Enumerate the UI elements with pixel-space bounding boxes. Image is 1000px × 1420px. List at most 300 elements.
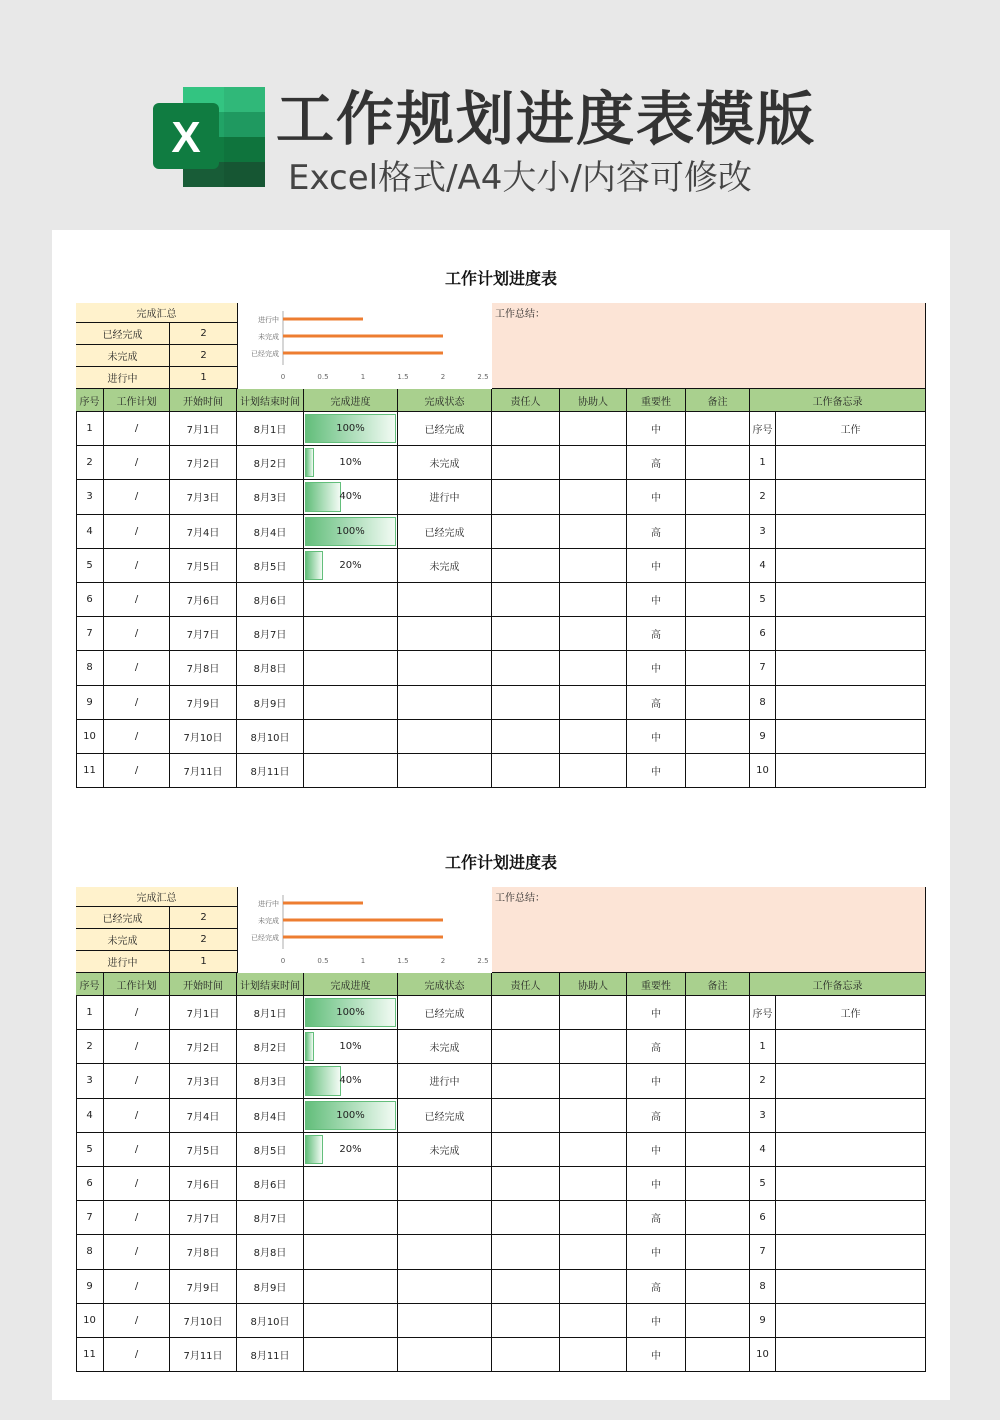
progress-cell[interactable] — [304, 1133, 398, 1167]
importance-cell[interactable]: 中 — [627, 1235, 686, 1269]
memo-number[interactable]: 6 — [750, 1201, 776, 1235]
header-progress[interactable]: 完成进度 — [304, 973, 398, 996]
summary-label[interactable]: 进行中 — [76, 367, 170, 389]
progress-cell[interactable] — [304, 1030, 398, 1064]
end-date-cell[interactable]: 8月8日 — [237, 651, 304, 685]
assistant-cell[interactable] — [560, 1099, 627, 1133]
header-progress[interactable]: 完成进度 — [304, 389, 398, 412]
progress-cell[interactable] — [304, 617, 398, 651]
importance-cell[interactable]: 中 — [627, 1064, 686, 1098]
start-date-cell[interactable]: 7月1日 — [170, 996, 237, 1030]
start-date-cell[interactable]: 7月9日 — [170, 686, 237, 720]
work-summary-area[interactable] — [492, 303, 926, 389]
importance-cell[interactable]: 中 — [627, 720, 686, 754]
assistant-cell[interactable] — [560, 651, 627, 685]
summary-header[interactable]: 完成汇总 — [76, 887, 238, 907]
memo-number[interactable]: 2 — [750, 1064, 776, 1098]
status-cell[interactable] — [398, 1338, 492, 1372]
remark-cell[interactable] — [686, 996, 750, 1030]
start-date-cell[interactable]: 7月8日 — [170, 651, 237, 685]
importance-cell[interactable]: 高 — [627, 446, 686, 480]
remark-cell[interactable] — [686, 651, 750, 685]
owner-cell[interactable] — [492, 1201, 560, 1235]
end-date-cell[interactable]: 8月11日 — [237, 754, 304, 788]
progress-cell[interactable] — [304, 686, 398, 720]
remark-cell[interactable] — [686, 412, 750, 446]
end-date-cell[interactable]: 8月5日 — [237, 1133, 304, 1167]
memo-number[interactable]: 10 — [750, 1338, 776, 1372]
start-date-cell[interactable]: 7月1日 — [170, 412, 237, 446]
start-date-cell[interactable]: 7月6日 — [170, 583, 237, 617]
memo-work-cell[interactable] — [776, 1201, 926, 1235]
importance-cell[interactable]: 高 — [627, 515, 686, 549]
plan-cell[interactable]: / — [104, 720, 170, 754]
remark-cell[interactable] — [686, 1099, 750, 1133]
row-number[interactable]: 7 — [76, 1201, 104, 1235]
row-number[interactable]: 4 — [76, 1099, 104, 1133]
plan-cell[interactable]: / — [104, 549, 170, 583]
progress-cell[interactable] — [304, 583, 398, 617]
progress-cell[interactable] — [304, 1338, 398, 1372]
status-cell[interactable]: 进行中 — [398, 1064, 492, 1098]
end-date-cell[interactable]: 8月4日 — [237, 1099, 304, 1133]
summary-value[interactable]: 1 — [170, 951, 238, 973]
start-date-cell[interactable]: 7月3日 — [170, 480, 237, 514]
row-number[interactable]: 3 — [76, 480, 104, 514]
status-cell[interactable] — [398, 686, 492, 720]
memo-number[interactable]: 3 — [750, 1099, 776, 1133]
memo-number[interactable]: 9 — [750, 1304, 776, 1338]
header-remark[interactable]: 备注 — [686, 973, 750, 996]
start-date-cell[interactable]: 7月10日 — [170, 1304, 237, 1338]
memo-number[interactable]: 1 — [750, 446, 776, 480]
memo-work-cell[interactable] — [776, 549, 926, 583]
header-end[interactable]: 计划结束时间 — [237, 389, 304, 412]
memo-work-cell[interactable] — [776, 1133, 926, 1167]
memo-number[interactable]: 2 — [750, 480, 776, 514]
header-remark[interactable]: 备注 — [686, 389, 750, 412]
status-cell[interactable]: 未完成 — [398, 1133, 492, 1167]
memo-work-cell[interactable] — [776, 1167, 926, 1201]
owner-cell[interactable] — [492, 617, 560, 651]
remark-cell[interactable] — [686, 446, 750, 480]
status-cell[interactable]: 已经完成 — [398, 515, 492, 549]
header-end[interactable]: 计划结束时间 — [237, 973, 304, 996]
start-date-cell[interactable]: 7月7日 — [170, 617, 237, 651]
header-status[interactable]: 完成状态 — [398, 389, 492, 412]
status-cell[interactable] — [398, 754, 492, 788]
header-no[interactable]: 序号 — [76, 973, 104, 996]
importance-cell[interactable]: 中 — [627, 1304, 686, 1338]
memo-number[interactable]: 7 — [750, 651, 776, 685]
start-date-cell[interactable]: 7月11日 — [170, 1338, 237, 1372]
owner-cell[interactable] — [492, 583, 560, 617]
summary-value[interactable]: 2 — [170, 345, 238, 367]
header-start[interactable]: 开始时间 — [170, 973, 237, 996]
row-number[interactable]: 6 — [76, 583, 104, 617]
progress-cell[interactable] — [304, 651, 398, 685]
row-number[interactable]: 2 — [76, 1030, 104, 1064]
row-number[interactable]: 11 — [76, 1338, 104, 1372]
row-number[interactable]: 5 — [76, 549, 104, 583]
assistant-cell[interactable] — [560, 480, 627, 514]
header-importance[interactable]: 重要性 — [627, 973, 686, 996]
summary-value[interactable]: 2 — [170, 907, 238, 929]
end-date-cell[interactable]: 8月5日 — [237, 549, 304, 583]
status-cell[interactable]: 已经完成 — [398, 996, 492, 1030]
memo-work-cell[interactable] — [776, 1338, 926, 1372]
memo-work-cell[interactable] — [776, 1099, 926, 1133]
memo-work-cell[interactable] — [776, 1270, 926, 1304]
row-number[interactable]: 7 — [76, 617, 104, 651]
header-owner[interactable]: 责任人 — [492, 389, 560, 412]
progress-cell[interactable] — [304, 720, 398, 754]
memo-number[interactable]: 3 — [750, 515, 776, 549]
row-number[interactable]: 6 — [76, 1167, 104, 1201]
status-cell[interactable] — [398, 1304, 492, 1338]
importance-cell[interactable]: 中 — [627, 480, 686, 514]
memo-work-cell[interactable] — [776, 754, 926, 788]
header-assistant[interactable]: 协助人 — [560, 973, 627, 996]
assistant-cell[interactable] — [560, 1338, 627, 1372]
status-cell[interactable] — [398, 617, 492, 651]
end-date-cell[interactable]: 8月2日 — [237, 1030, 304, 1064]
status-cell[interactable] — [398, 651, 492, 685]
memo-header-work[interactable]: 工作 — [776, 412, 926, 446]
memo-work-cell[interactable] — [776, 583, 926, 617]
memo-number[interactable]: 5 — [750, 583, 776, 617]
memo-header-work[interactable]: 工作 — [776, 996, 926, 1030]
status-cell[interactable]: 已经完成 — [398, 412, 492, 446]
progress-cell[interactable] — [304, 446, 398, 480]
owner-cell[interactable] — [492, 515, 560, 549]
end-date-cell[interactable]: 8月10日 — [237, 720, 304, 754]
plan-cell[interactable]: / — [104, 1133, 170, 1167]
row-number[interactable]: 3 — [76, 1064, 104, 1098]
owner-cell[interactable] — [492, 1270, 560, 1304]
status-cell[interactable]: 未完成 — [398, 549, 492, 583]
plan-cell[interactable]: / — [104, 996, 170, 1030]
remark-cell[interactable] — [686, 1064, 750, 1098]
owner-cell[interactable] — [492, 720, 560, 754]
plan-cell[interactable]: / — [104, 1304, 170, 1338]
importance-cell[interactable]: 高 — [627, 686, 686, 720]
owner-cell[interactable] — [492, 754, 560, 788]
row-number[interactable]: 11 — [76, 754, 104, 788]
assistant-cell[interactable] — [560, 1201, 627, 1235]
assistant-cell[interactable] — [560, 549, 627, 583]
importance-cell[interactable]: 中 — [627, 651, 686, 685]
remark-cell[interactable] — [686, 1030, 750, 1064]
plan-cell[interactable]: / — [104, 617, 170, 651]
owner-cell[interactable] — [492, 686, 560, 720]
memo-work-cell[interactable] — [776, 446, 926, 480]
header-plan[interactable]: 工作计划 — [104, 389, 170, 412]
summary-value[interactable]: 2 — [170, 929, 238, 951]
header-status[interactable]: 完成状态 — [398, 973, 492, 996]
start-date-cell[interactable]: 7月4日 — [170, 1099, 237, 1133]
header-memo[interactable]: 工作备忘录 — [750, 389, 926, 412]
remark-cell[interactable] — [686, 1167, 750, 1201]
plan-cell[interactable]: / — [104, 1030, 170, 1064]
progress-cell[interactable] — [304, 1235, 398, 1269]
row-number[interactable]: 9 — [76, 686, 104, 720]
end-date-cell[interactable]: 8月3日 — [237, 480, 304, 514]
end-date-cell[interactable]: 8月9日 — [237, 1270, 304, 1304]
plan-cell[interactable]: / — [104, 412, 170, 446]
end-date-cell[interactable]: 8月9日 — [237, 686, 304, 720]
work-summary-area[interactable] — [492, 887, 926, 973]
owner-cell[interactable] — [492, 1304, 560, 1338]
start-date-cell[interactable]: 7月7日 — [170, 1201, 237, 1235]
assistant-cell[interactable] — [560, 1235, 627, 1269]
owner-cell[interactable] — [492, 651, 560, 685]
memo-work-cell[interactable] — [776, 1304, 926, 1338]
start-date-cell[interactable]: 7月9日 — [170, 1270, 237, 1304]
memo-number[interactable]: 4 — [750, 549, 776, 583]
row-number[interactable]: 10 — [76, 1304, 104, 1338]
owner-cell[interactable] — [492, 412, 560, 446]
progress-cell[interactable] — [304, 1099, 398, 1133]
start-date-cell[interactable]: 7月3日 — [170, 1064, 237, 1098]
start-date-cell[interactable]: 7月5日 — [170, 549, 237, 583]
row-number[interactable]: 8 — [76, 1235, 104, 1269]
status-cell[interactable] — [398, 1270, 492, 1304]
memo-work-cell[interactable] — [776, 720, 926, 754]
header-assistant[interactable]: 协助人 — [560, 389, 627, 412]
plan-cell[interactable]: / — [104, 1338, 170, 1372]
plan-cell[interactable]: / — [104, 446, 170, 480]
start-date-cell[interactable]: 7月5日 — [170, 1133, 237, 1167]
assistant-cell[interactable] — [560, 1167, 627, 1201]
owner-cell[interactable] — [492, 480, 560, 514]
memo-work-cell[interactable] — [776, 515, 926, 549]
memo-work-cell[interactable] — [776, 617, 926, 651]
remark-cell[interactable] — [686, 1133, 750, 1167]
row-number[interactable]: 1 — [76, 996, 104, 1030]
owner-cell[interactable] — [492, 1030, 560, 1064]
memo-number[interactable]: 10 — [750, 754, 776, 788]
header-importance[interactable]: 重要性 — [627, 389, 686, 412]
importance-cell[interactable]: 中 — [627, 1167, 686, 1201]
assistant-cell[interactable] — [560, 1304, 627, 1338]
header-memo[interactable]: 工作备忘录 — [750, 973, 926, 996]
remark-cell[interactable] — [686, 515, 750, 549]
remark-cell[interactable] — [686, 583, 750, 617]
start-date-cell[interactable]: 7月2日 — [170, 1030, 237, 1064]
plan-cell[interactable]: / — [104, 583, 170, 617]
progress-cell[interactable] — [304, 1270, 398, 1304]
row-number[interactable]: 8 — [76, 651, 104, 685]
status-cell[interactable] — [398, 1167, 492, 1201]
assistant-cell[interactable] — [560, 1133, 627, 1167]
progress-cell[interactable] — [304, 1201, 398, 1235]
memo-number[interactable]: 4 — [750, 1133, 776, 1167]
memo-number[interactable]: 8 — [750, 686, 776, 720]
summary-label[interactable]: 未完成 — [76, 345, 170, 367]
owner-cell[interactable] — [492, 1338, 560, 1372]
end-date-cell[interactable]: 8月1日 — [237, 412, 304, 446]
remark-cell[interactable] — [686, 1270, 750, 1304]
progress-cell[interactable] — [304, 754, 398, 788]
memo-work-cell[interactable] — [776, 1064, 926, 1098]
end-date-cell[interactable]: 8月7日 — [237, 617, 304, 651]
end-date-cell[interactable]: 8月11日 — [237, 1338, 304, 1372]
owner-cell[interactable] — [492, 446, 560, 480]
assistant-cell[interactable] — [560, 583, 627, 617]
end-date-cell[interactable]: 8月3日 — [237, 1064, 304, 1098]
owner-cell[interactable] — [492, 1064, 560, 1098]
plan-cell[interactable]: / — [104, 754, 170, 788]
importance-cell[interactable]: 中 — [627, 1133, 686, 1167]
status-cell[interactable]: 未完成 — [398, 446, 492, 480]
start-date-cell[interactable]: 7月6日 — [170, 1167, 237, 1201]
end-date-cell[interactable]: 8月8日 — [237, 1235, 304, 1269]
assistant-cell[interactable] — [560, 686, 627, 720]
plan-cell[interactable]: / — [104, 1064, 170, 1098]
summary-value[interactable]: 2 — [170, 323, 238, 345]
remark-cell[interactable] — [686, 1338, 750, 1372]
header-no[interactable]: 序号 — [76, 389, 104, 412]
end-date-cell[interactable]: 8月10日 — [237, 1304, 304, 1338]
start-date-cell[interactable]: 7月8日 — [170, 1235, 237, 1269]
importance-cell[interactable]: 中 — [627, 996, 686, 1030]
owner-cell[interactable] — [492, 549, 560, 583]
summary-label[interactable]: 进行中 — [76, 951, 170, 973]
importance-cell[interactable]: 中 — [627, 412, 686, 446]
row-number[interactable]: 5 — [76, 1133, 104, 1167]
plan-cell[interactable]: / — [104, 1099, 170, 1133]
assistant-cell[interactable] — [560, 1064, 627, 1098]
memo-number[interactable]: 7 — [750, 1235, 776, 1269]
start-date-cell[interactable]: 7月10日 — [170, 720, 237, 754]
owner-cell[interactable] — [492, 996, 560, 1030]
owner-cell[interactable] — [492, 1133, 560, 1167]
importance-cell[interactable]: 中 — [627, 549, 686, 583]
owner-cell[interactable] — [492, 1235, 560, 1269]
memo-number[interactable]: 8 — [750, 1270, 776, 1304]
row-number[interactable]: 4 — [76, 515, 104, 549]
memo-work-cell[interactable] — [776, 651, 926, 685]
memo-work-cell[interactable] — [776, 1030, 926, 1064]
remark-cell[interactable] — [686, 686, 750, 720]
progress-cell[interactable] — [304, 1064, 398, 1098]
progress-cell[interactable] — [304, 1167, 398, 1201]
owner-cell[interactable] — [492, 1167, 560, 1201]
assistant-cell[interactable] — [560, 1270, 627, 1304]
remark-cell[interactable] — [686, 480, 750, 514]
importance-cell[interactable]: 高 — [627, 1201, 686, 1235]
remark-cell[interactable] — [686, 720, 750, 754]
plan-cell[interactable]: / — [104, 1235, 170, 1269]
importance-cell[interactable]: 中 — [627, 583, 686, 617]
assistant-cell[interactable] — [560, 720, 627, 754]
header-start[interactable]: 开始时间 — [170, 389, 237, 412]
plan-cell[interactable]: / — [104, 1270, 170, 1304]
memo-number[interactable]: 6 — [750, 617, 776, 651]
row-number[interactable]: 9 — [76, 1270, 104, 1304]
progress-cell[interactable] — [304, 480, 398, 514]
plan-cell[interactable]: / — [104, 651, 170, 685]
status-cell[interactable]: 已经完成 — [398, 1099, 492, 1133]
start-date-cell[interactable]: 7月11日 — [170, 754, 237, 788]
progress-cell[interactable] — [304, 1304, 398, 1338]
plan-cell[interactable]: / — [104, 480, 170, 514]
memo-header-no[interactable]: 序号 — [750, 996, 776, 1030]
assistant-cell[interactable] — [560, 617, 627, 651]
memo-work-cell[interactable] — [776, 686, 926, 720]
plan-cell[interactable]: / — [104, 515, 170, 549]
memo-work-cell[interactable] — [776, 480, 926, 514]
remark-cell[interactable] — [686, 754, 750, 788]
start-date-cell[interactable]: 7月4日 — [170, 515, 237, 549]
progress-cell[interactable] — [304, 515, 398, 549]
assistant-cell[interactable] — [560, 446, 627, 480]
plan-cell[interactable]: / — [104, 686, 170, 720]
status-cell[interactable] — [398, 1235, 492, 1269]
status-cell[interactable] — [398, 583, 492, 617]
start-date-cell[interactable]: 7月2日 — [170, 446, 237, 480]
status-cell[interactable]: 未完成 — [398, 1030, 492, 1064]
assistant-cell[interactable] — [560, 1030, 627, 1064]
memo-number[interactable]: 9 — [750, 720, 776, 754]
header-plan[interactable]: 工作计划 — [104, 973, 170, 996]
remark-cell[interactable] — [686, 1201, 750, 1235]
importance-cell[interactable]: 高 — [627, 1030, 686, 1064]
assistant-cell[interactable] — [560, 412, 627, 446]
row-number[interactable]: 1 — [76, 412, 104, 446]
progress-cell[interactable] — [304, 549, 398, 583]
importance-cell[interactable]: 高 — [627, 1270, 686, 1304]
owner-cell[interactable] — [492, 1099, 560, 1133]
remark-cell[interactable] — [686, 1235, 750, 1269]
end-date-cell[interactable]: 8月4日 — [237, 515, 304, 549]
end-date-cell[interactable]: 8月6日 — [237, 1167, 304, 1201]
importance-cell[interactable]: 高 — [627, 617, 686, 651]
status-cell[interactable] — [398, 1201, 492, 1235]
summary-label[interactable]: 已经完成 — [76, 323, 170, 345]
importance-cell[interactable]: 中 — [627, 754, 686, 788]
plan-cell[interactable]: / — [104, 1167, 170, 1201]
row-number[interactable]: 2 — [76, 446, 104, 480]
progress-cell[interactable] — [304, 996, 398, 1030]
end-date-cell[interactable]: 8月7日 — [237, 1201, 304, 1235]
end-date-cell[interactable]: 8月2日 — [237, 446, 304, 480]
summary-label[interactable]: 未完成 — [76, 929, 170, 951]
end-date-cell[interactable]: 8月6日 — [237, 583, 304, 617]
assistant-cell[interactable] — [560, 996, 627, 1030]
progress-cell[interactable] — [304, 412, 398, 446]
summary-header[interactable]: 完成汇总 — [76, 303, 238, 323]
memo-number[interactable]: 1 — [750, 1030, 776, 1064]
memo-header-no[interactable]: 序号 — [750, 412, 776, 446]
remark-cell[interactable] — [686, 1304, 750, 1338]
importance-cell[interactable]: 高 — [627, 1099, 686, 1133]
status-cell[interactable]: 进行中 — [398, 480, 492, 514]
memo-number[interactable]: 5 — [750, 1167, 776, 1201]
assistant-cell[interactable] — [560, 515, 627, 549]
assistant-cell[interactable] — [560, 754, 627, 788]
row-number[interactable]: 10 — [76, 720, 104, 754]
status-cell[interactable] — [398, 720, 492, 754]
plan-cell[interactable]: / — [104, 1201, 170, 1235]
header-owner[interactable]: 责任人 — [492, 973, 560, 996]
remark-cell[interactable] — [686, 549, 750, 583]
summary-label[interactable]: 已经完成 — [76, 907, 170, 929]
remark-cell[interactable] — [686, 617, 750, 651]
end-date-cell[interactable]: 8月1日 — [237, 996, 304, 1030]
memo-work-cell[interactable] — [776, 1235, 926, 1269]
